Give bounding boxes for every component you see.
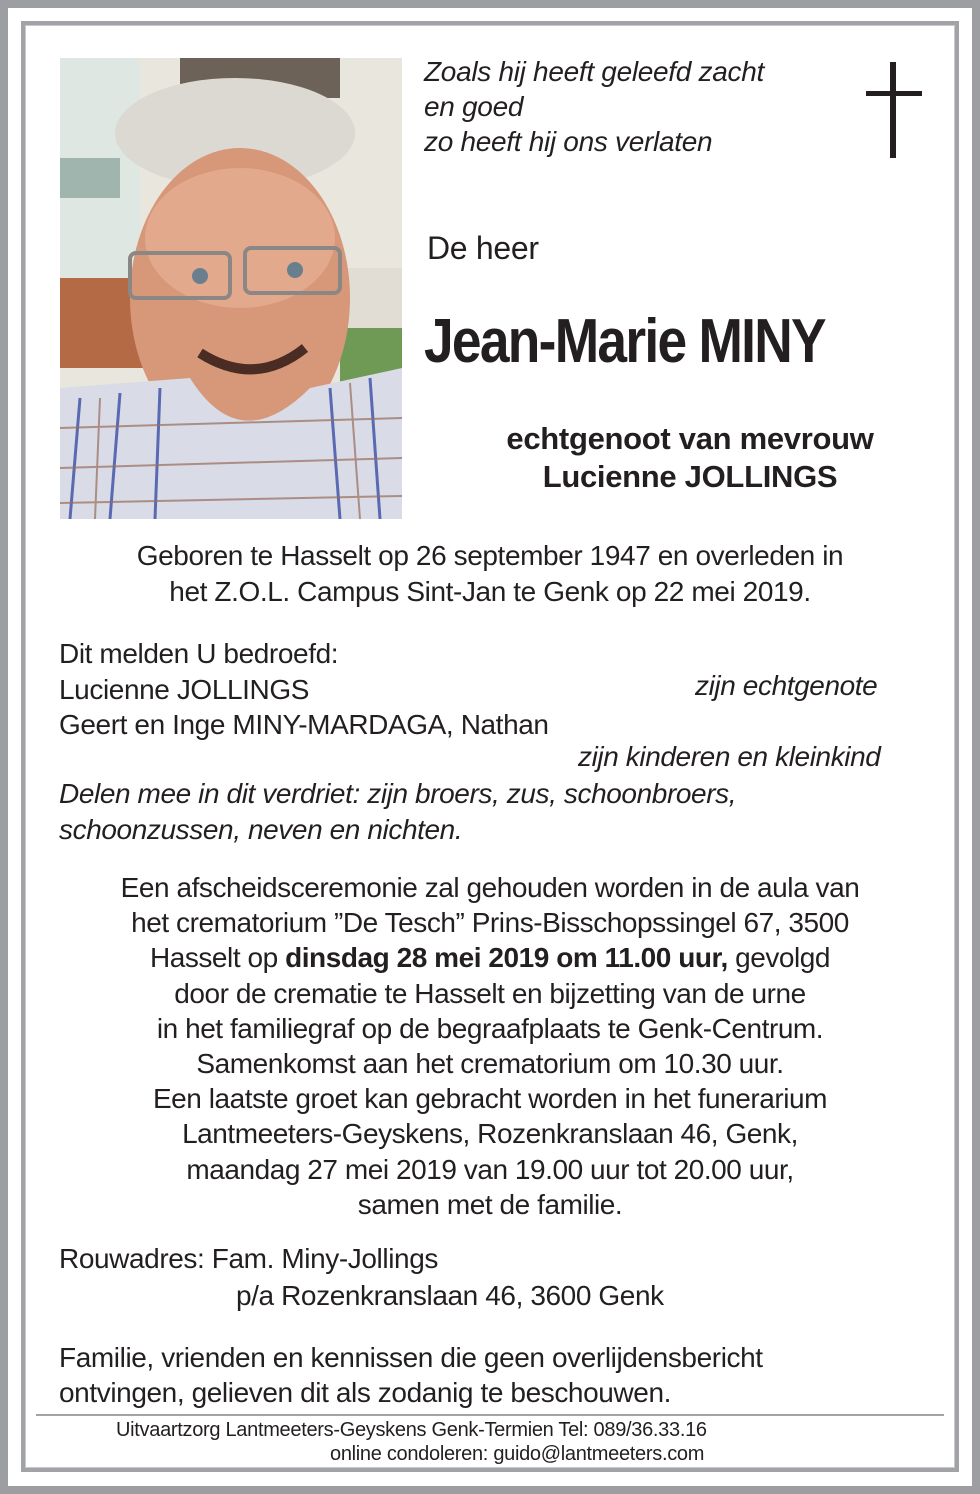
mourner-name: Lucienne JOLLINGS	[59, 673, 310, 705]
ceremony-text: gevolgd	[727, 942, 831, 974]
ceremony-line: Een laatste groet kan gebracht worden in het funerarium	[152, 1083, 828, 1115]
honorific: De heer	[427, 230, 539, 266]
verse-line: en goed	[424, 91, 524, 122]
ceremony-line: door de crematie te Hasselt en bijzetting van de urne	[174, 977, 806, 1009]
online-condolence: online condoleren: guido@lantmeeters.com	[330, 1443, 705, 1465]
deceased-name: Jean-Marie MINY	[424, 307, 825, 376]
spouse-name: Lucienne JOLLINGS	[542, 459, 838, 494]
mourning-address-street: p/a Rozenkranslaan 46, 3600 Genk	[236, 1280, 664, 1311]
shared-grief-line: schoonzussen, neven en nichten.	[59, 814, 463, 845]
mourners-intro: Dit melden U bedroefd:	[59, 638, 339, 669]
notice	[59, 1340, 763, 1410]
mourning-address: Rouwadres: Fam. Miny-Jollings	[59, 1243, 438, 1274]
shared-grief	[59, 776, 736, 848]
mourner-relation: zijn echtgenote	[695, 670, 878, 701]
spouse-info	[420, 420, 960, 496]
notice-line: ontvingen, gelieven dit als zodanig te beschouwen.	[59, 1377, 671, 1408]
birth-death-info	[40, 538, 940, 610]
ceremony-line: in het familiegraf op de begraafplaats te Genk-Centrum.	[156, 1012, 824, 1044]
funeral-home-info: Uitvaartzorg Lantmeeters-Geyskens Genk-Termien Tel: 089/36.33.16	[116, 1419, 707, 1441]
mourner-name: Geert en Inge MINY-MARDAGA, Nathan	[59, 709, 549, 740]
verse	[424, 54, 764, 159]
footer-divider	[36, 1414, 944, 1416]
verse-line: Zoals hij heeft geleefd zacht	[424, 56, 764, 87]
portrait-photo	[60, 58, 402, 519]
cross-icon	[866, 62, 922, 158]
ceremony-info	[40, 870, 940, 1222]
ceremony-line: samen met de familie.	[357, 1188, 623, 1220]
shared-grief-line: Delen mee in dit verdriet: zijn broers, zus, schoonbroers,	[59, 778, 737, 809]
ceremony-line: Een afscheidsceremonie zal gehouden worden in de aula van	[120, 872, 860, 903]
ceremony-line: Lantmeeters-Geyskens, Rozenkranslaan 46, Genk,	[182, 1118, 798, 1150]
ceremony-text: Hasselt op	[149, 942, 286, 974]
ceremony-date: dinsdag 28 mei 2019 om 11.00 uur,	[285, 942, 728, 974]
mourner-relation: zijn kinderen en kleinkind	[578, 741, 881, 772]
born-line: Geboren te Hasselt op 26 september 1947 en overleden in	[136, 540, 844, 571]
born-line: het Z.O.L. Campus Sint-Jan te Genk op 22 mei 2019.	[169, 576, 811, 607]
ceremony-line: Samenkomst aan het crematorium om 10.30 uur.	[196, 1048, 784, 1080]
spouse-line: echtgenoot van mevrouw	[506, 421, 874, 456]
notice-line: Familie, vrienden en kennissen die geen overlijdensbericht	[59, 1342, 763, 1373]
ceremony-line: het crematorium ”De Tesch” Prins-Bisschopssingel 67, 3500	[131, 907, 849, 939]
ceremony-line	[40, 940, 940, 975]
verse-line: zo heeft hij ons verlaten	[424, 126, 713, 157]
ceremony-line: maandag 27 mei 2019 van 19.00 uur tot 20.00 uur,	[186, 1153, 794, 1185]
mourners-list	[59, 636, 549, 743]
